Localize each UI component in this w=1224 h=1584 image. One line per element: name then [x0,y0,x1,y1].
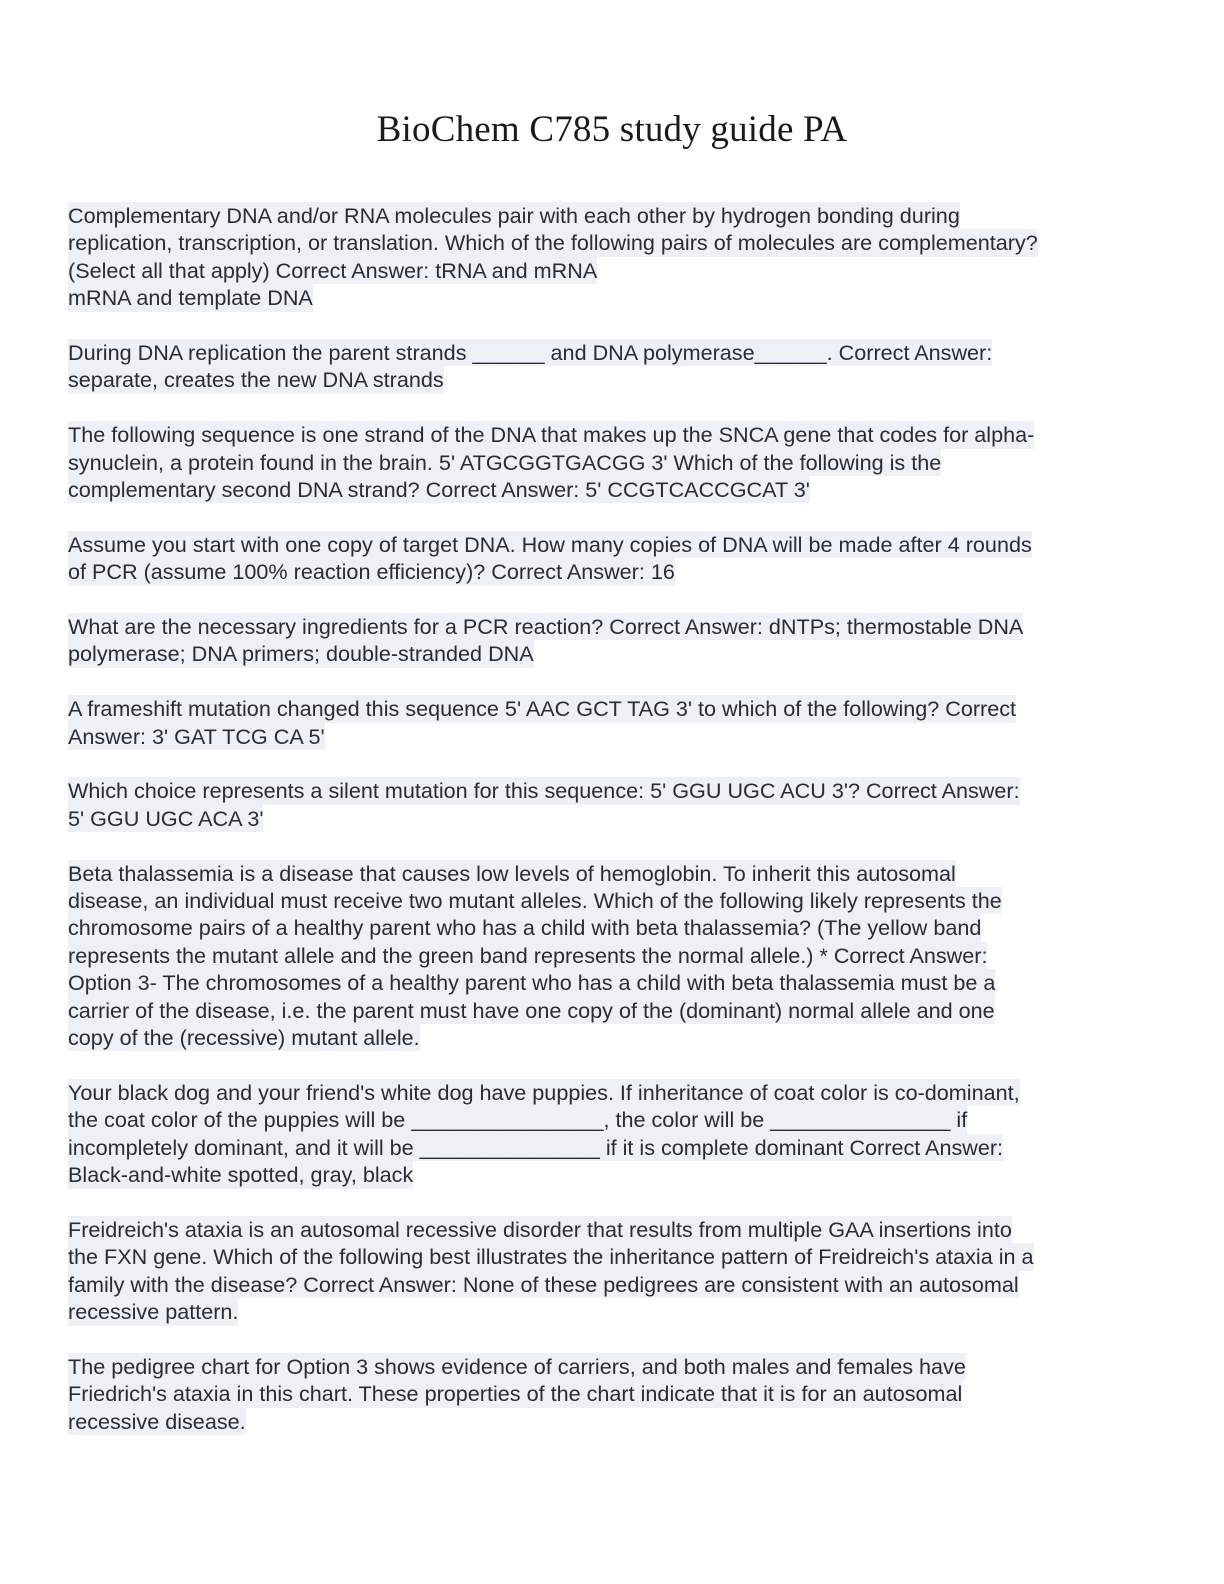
text-line: carrier of the disease, i.e. the parent must have one copy of the (dominant) normal allele and one [68,997,995,1023]
text-line: separate, creates the new DNA strands [68,367,444,393]
qa-paragraph [68,613,1158,668]
qa-paragraph [68,531,1158,586]
text-line: Your black dog and your friend's white dog have puppies. If inheritance of coat color is co-dominant, [68,1079,1020,1105]
text-line: The pedigree chart for Option 3 shows evidence of carriers, and both males and females have [68,1353,966,1379]
qa-paragraph [68,1216,1158,1326]
text-line: disease, an individual must receive two mutant alleles. Which of the following likely represents the [68,888,1002,914]
text-line: synuclein, a protein found in the brain. 5' ATGCGGTGACGG 3' Which of the following is the [68,449,942,475]
text-line: During DNA replication the parent strands ______ and DNA polymerase______. Correct Answer: [68,340,993,366]
text-line: recessive pattern. [68,1299,239,1325]
text-line: Black-and-white spotted, gray, black [68,1162,414,1188]
text-line: Friedrich's ataxia in this chart. These properties of the chart indicate that it is for an autosomal [68,1381,963,1407]
text-line: 5' GGU UGC ACA 3' [68,805,264,831]
qa-paragraph [68,1353,1158,1435]
text-line: What are the necessary ingredients for a PCR reaction? Correct Answer: dNTPs; thermostable DNA [68,614,1024,640]
qa-paragraph [68,860,1158,1052]
text-line: represents the mutant allele and the green band represents the normal allele.) * Correct Answer: [68,942,988,968]
text-line: Assume you start with one copy of target DNA. How many copies of DNA will be made after 4 rounds [68,531,1032,557]
text-line: recessive disease. [68,1408,246,1434]
text-line: family with the disease? Correct Answer: None of these pedigrees are consistent with an autosomal [68,1271,1019,1297]
text-line: replication, transcription, or translation. Which of the following pairs of molecules are complementary? [68,230,1038,256]
text-line: mRNA and template DNA [68,285,313,311]
text-line: polymerase; DNA primers; double-stranded DNA [68,641,534,667]
qa-paragraph [68,421,1158,503]
text-line: Option 3- The chromosomes of a healthy parent who has a child with beta thalassemia must be a [68,970,996,996]
text-line: the coat color of the puppies will be ________________, the color will be _______________ if [68,1107,968,1133]
page-title: BioChem C785 study guide PA [376,109,848,150]
qa-paragraph [68,1079,1158,1189]
text-line: chromosome pairs of a healthy parent who has a child with beta thalassemia? (The yellow band [68,915,982,941]
text-line: Beta thalassemia is a disease that causes low levels of hemoglobin. To inherit this autosomal [68,860,956,886]
text-line: (Select all that apply) Correct Answer: tRNA and mRNA [68,257,598,283]
text-line: Answer: 3' GAT TCG CA 5' [68,723,325,749]
text-line: Complementary DNA and/or RNA molecules pair with each other by hydrogen bonding during [68,203,960,228]
qa-paragraph [68,339,1158,394]
qa-paragraph [68,695,1158,750]
qa-paragraph [68,202,1158,312]
text-line: the FXN gene. Which of the following best illustrates the inheritance pattern of Freidreich's ataxia in a [68,1244,1034,1270]
text-line: copy of the (recessive) mutant allele. [68,1025,420,1051]
text-line: Which choice represents a silent mutation for this sequence: 5' GGU UGC ACU 3'? Correct Answer: [68,778,1020,804]
text-line: A frameshift mutation changed this sequence 5' AAC GCT TAG 3' to which of the following? Correct [68,696,1017,722]
qa-paragraph [68,777,1158,832]
text-line: of PCR (assume 100% reaction efficiency)? Correct Answer: 16 [68,559,675,585]
text-line: The following sequence is one strand of the DNA that makes up the SNCA gene that codes for alpha- [68,422,1035,448]
text-line: Freidreich's ataxia is an autosomal recessive disorder that results from multiple GAA insertions into [68,1216,1012,1242]
document-body [68,202,1158,1463]
text-line: complementary second DNA strand? Correct Answer: 5' CCGTCACCGCAT 3' [68,477,810,503]
text-line: incompletely dominant, and it will be _______________ if it is complete dominant Correct Answer: [68,1134,1004,1160]
